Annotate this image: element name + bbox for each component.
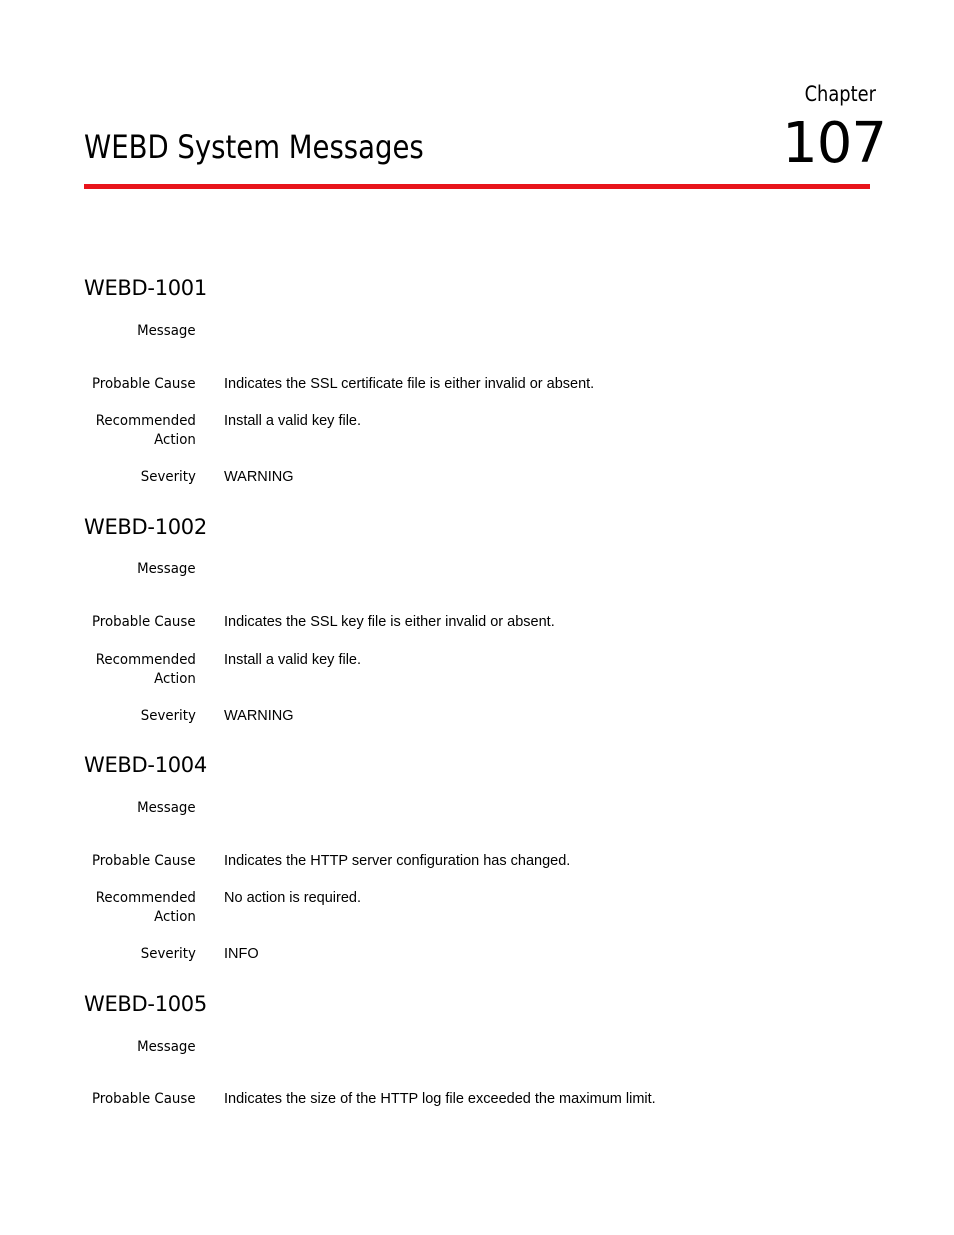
recommended-action-label (96, 889, 196, 927)
recommended-action-label (96, 651, 196, 689)
section-heading: WEBD-1002 (84, 515, 207, 539)
chapter-label: Chapter (804, 82, 876, 106)
chapter-number: 107 (782, 111, 886, 176)
probable-cause-label: Probable Cause (92, 853, 196, 869)
recommended-action-label (96, 412, 196, 450)
section-heading: WEBD-1004 (84, 753, 207, 777)
section-heading: WEBD-1005 (84, 992, 207, 1016)
message-label: Message (137, 323, 196, 339)
recommended-label-line: Recommended (95, 890, 196, 906)
probable-cause-label: Probable Cause (92, 376, 196, 392)
severity-value: INFO (224, 946, 259, 962)
message-label: Message (137, 561, 196, 577)
recommended-action-value: No action is required. (224, 890, 362, 906)
severity-value: WARNING (224, 469, 294, 485)
recommended-action-value: Install a valid key file. (224, 413, 362, 429)
recommended-label-line: Recommended (95, 652, 196, 668)
message-label: Message (137, 1039, 196, 1055)
severity-value: WARNING (224, 708, 294, 724)
action-label-line: Action (154, 909, 196, 925)
action-label-line: Action (154, 671, 196, 687)
title-rule (84, 184, 870, 189)
probable-cause-value: Indicates the size of the HTTP log file exceeded the maximum limit. (224, 1091, 656, 1107)
action-label-line: Action (154, 432, 196, 448)
severity-label: Severity (140, 708, 196, 724)
probable-cause-value: Indicates the SSL certificate file is either invalid or absent. (224, 376, 595, 392)
recommended-label-line: Recommended (95, 413, 196, 429)
severity-label: Severity (140, 946, 196, 962)
probable-cause-value: Indicates the SSL key file is either invalid or absent. (224, 614, 555, 630)
probable-cause-label: Probable Cause (92, 1091, 196, 1107)
section-heading: WEBD-1001 (84, 276, 207, 300)
severity-label: Severity (140, 469, 196, 485)
recommended-action-value: Install a valid key file. (224, 652, 362, 668)
probable-cause-value: Indicates the HTTP server configuration has changed. (224, 853, 571, 869)
message-label: Message (137, 800, 196, 816)
page-title: WEBD System Messages (84, 128, 424, 166)
probable-cause-label: Probable Cause (92, 614, 196, 630)
